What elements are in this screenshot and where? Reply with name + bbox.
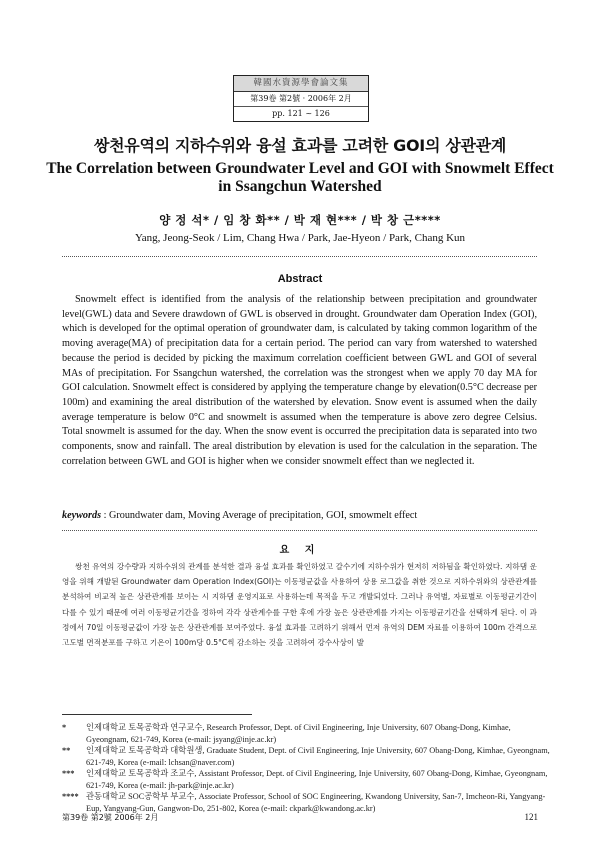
authors-english: Yang, Jeong-Seok / Lim, Chang Hwa / Park, Jae-Hyeon / Park, Chang Kun: [134, 232, 466, 244]
summary-body: 쌍천 유역의 강수량과 지하수위의 관계를 분석한 결과 융설 효과를 확인하였고 갈수기에 지하수위가 현저히 저하됨을 확인하였다. 지하댐 운영을 위해 개발된 Groundwater dam Operation Index(GOI)는 이동평균값을 사용하여 상용 로그값을 취한 것으로 지하수위와의 상관관계를 분석하여 비교적 높은 상관관계를 보이는 시 지하댐 운영지표로 사용하는데 목적을 두고 개발되었다. 그러나 유역별, 자료별로 이동평균기간이 다를 수 있기 때문에 여러 이동평균기간을 정하여 각각 상관계수를 구한 후에 가장 높은 상관관계를 가지는 이동평균기간을 선택하게 된다. 이 과정에서 70일 이동평균값이 가장 높은 상관관계를 보여주었다. 융설 효과를 고려하기 위해서 먼저 유역의 DEM 자료를 이용하여 100m 간격으로 고도별 면적분포를 구하고 기온이 100m당 0.5°C씩 감소하는 것을 고려하여 강수사상이 발: [62, 562, 537, 648]
paper-title-english: [0, 160, 600, 196]
footnote: [62, 791, 552, 814]
keywords-line: [62, 510, 537, 521]
journal-info-box: [233, 75, 369, 122]
summary-heading: 요 지: [279, 545, 321, 556]
divider-middle: [62, 530, 537, 531]
footnote-mark: ****: [62, 792, 79, 801]
footnote-mark: *: [62, 723, 67, 732]
journal-issue: 第39卷 第2號 · 2006年 2月: [250, 94, 352, 103]
paper-title-korean: 쌍천유역의 지하수위와 융설 효과를 고려한 GOI의 상관관계: [94, 136, 506, 155]
footer-journal-issue: 第39卷 第2號 2006年 2月: [62, 813, 159, 822]
keywords-label: keywords: [62, 510, 102, 521]
divider-top: [62, 256, 537, 257]
footnote: [62, 722, 552, 745]
title-en-line-1: The Correlation between Groundwater Level and GOI with Snowmelt Effect: [46, 160, 554, 177]
keywords-text: : Groundwater dam, Moving Average of precipitation, GOI, smowmelt effect: [101, 510, 418, 521]
journal-name: 韓國水資源學會論文集: [234, 76, 368, 92]
footnote-text: 인제대학교 토목공학과 연구교수, Research Professor, Dept. of Civil Engineering, Inje University, 607 Obang-Dong, Kimhae, Gyeongnam, 621-749, Korea (e-mail: jsyang@inje.ac.kr): [86, 723, 511, 744]
footnote-text: 인제대학교 토목공학과 대학원생, Graduate Student, Dept. of Civil Engineering, Inje University, 607 Obang-Dong, Kimhae, Gyeongnam, 621-749, Korea (e-mail: lchsan@naver.com): [86, 746, 550, 767]
footnote: [62, 745, 552, 768]
abstract-heading: Abstract: [277, 273, 323, 285]
journal-pages: pp. 121 ~ 126: [234, 106, 368, 121]
footnote-text: 관동대학교 SOC공학부 부교수, Associate Professor, School of SOC Engineering, Kwandong University, San-7, Imcheon-Ri, Yangyang-Eup, Yangyang-Gun, Gangwon-Do, 251-802, Korea (e-mail: ckpark@kwandong.ac.kr): [86, 792, 546, 813]
footnote-mark: **: [62, 746, 71, 755]
authors-korean: 양 정 석* / 임 창 화** / 박 재 현*** / 박 창 근****: [159, 213, 441, 227]
footnote-mark: ***: [62, 769, 75, 778]
footer-page-number: 121: [524, 812, 538, 822]
title-en-line-2: in Ssangchun Watershed: [218, 178, 382, 195]
abstract-body: Snowmelt effect is identified from the analysis of the relationship between precipitation and groundwater level(GWL) data and Severe drawdown of GWL is observed in drought. Groundwater dam Operation Index (GOI), which is developed for the optimal operation of groundwater dam, is calculated by taking common logarithm of the moving average(MA) of precipitation data for a certain period. The period can vary from watershed to watershed because the period is decided by picking the maximum correlation coefficient between GWL and GOI of several MAs of precipitation. For Ssangchun watershed, the correlation was the strongest when we apply 70 day MA for GOI calculation. Snowmelt effect is considered by applying the temperature change by elevation(0.5°C decrease per 100m) and examining the areal distribution of the watershed by elevation. Snow event is assumed when the daily average temperature is below 0°C and snowmelt is assumed when the temperature is above zero degree Celsius. Total snowmelt is assumed for the day. When the snow event is occurred the precipitation data is separated into two components, snow and rainfall. The areal distribution by elevation is used for the calculation in the separation. The correlation between GWL and GOI is higher when we consider snowmelt effect than we neglected it.: [62, 294, 537, 467]
footnote: [62, 768, 552, 791]
footnote-rule: [62, 714, 252, 715]
footnotes-list: [62, 722, 552, 814]
footnote-text: 인제대학교 토목공학과 조교수, Assistant Professor, Dept. of Civil Engineering, Inje University, 607 Obang-Dong, Kimhae, Gyeongnam, 621-749, Korea (e-mail: jh-park@inje.ac.kr): [86, 769, 548, 790]
